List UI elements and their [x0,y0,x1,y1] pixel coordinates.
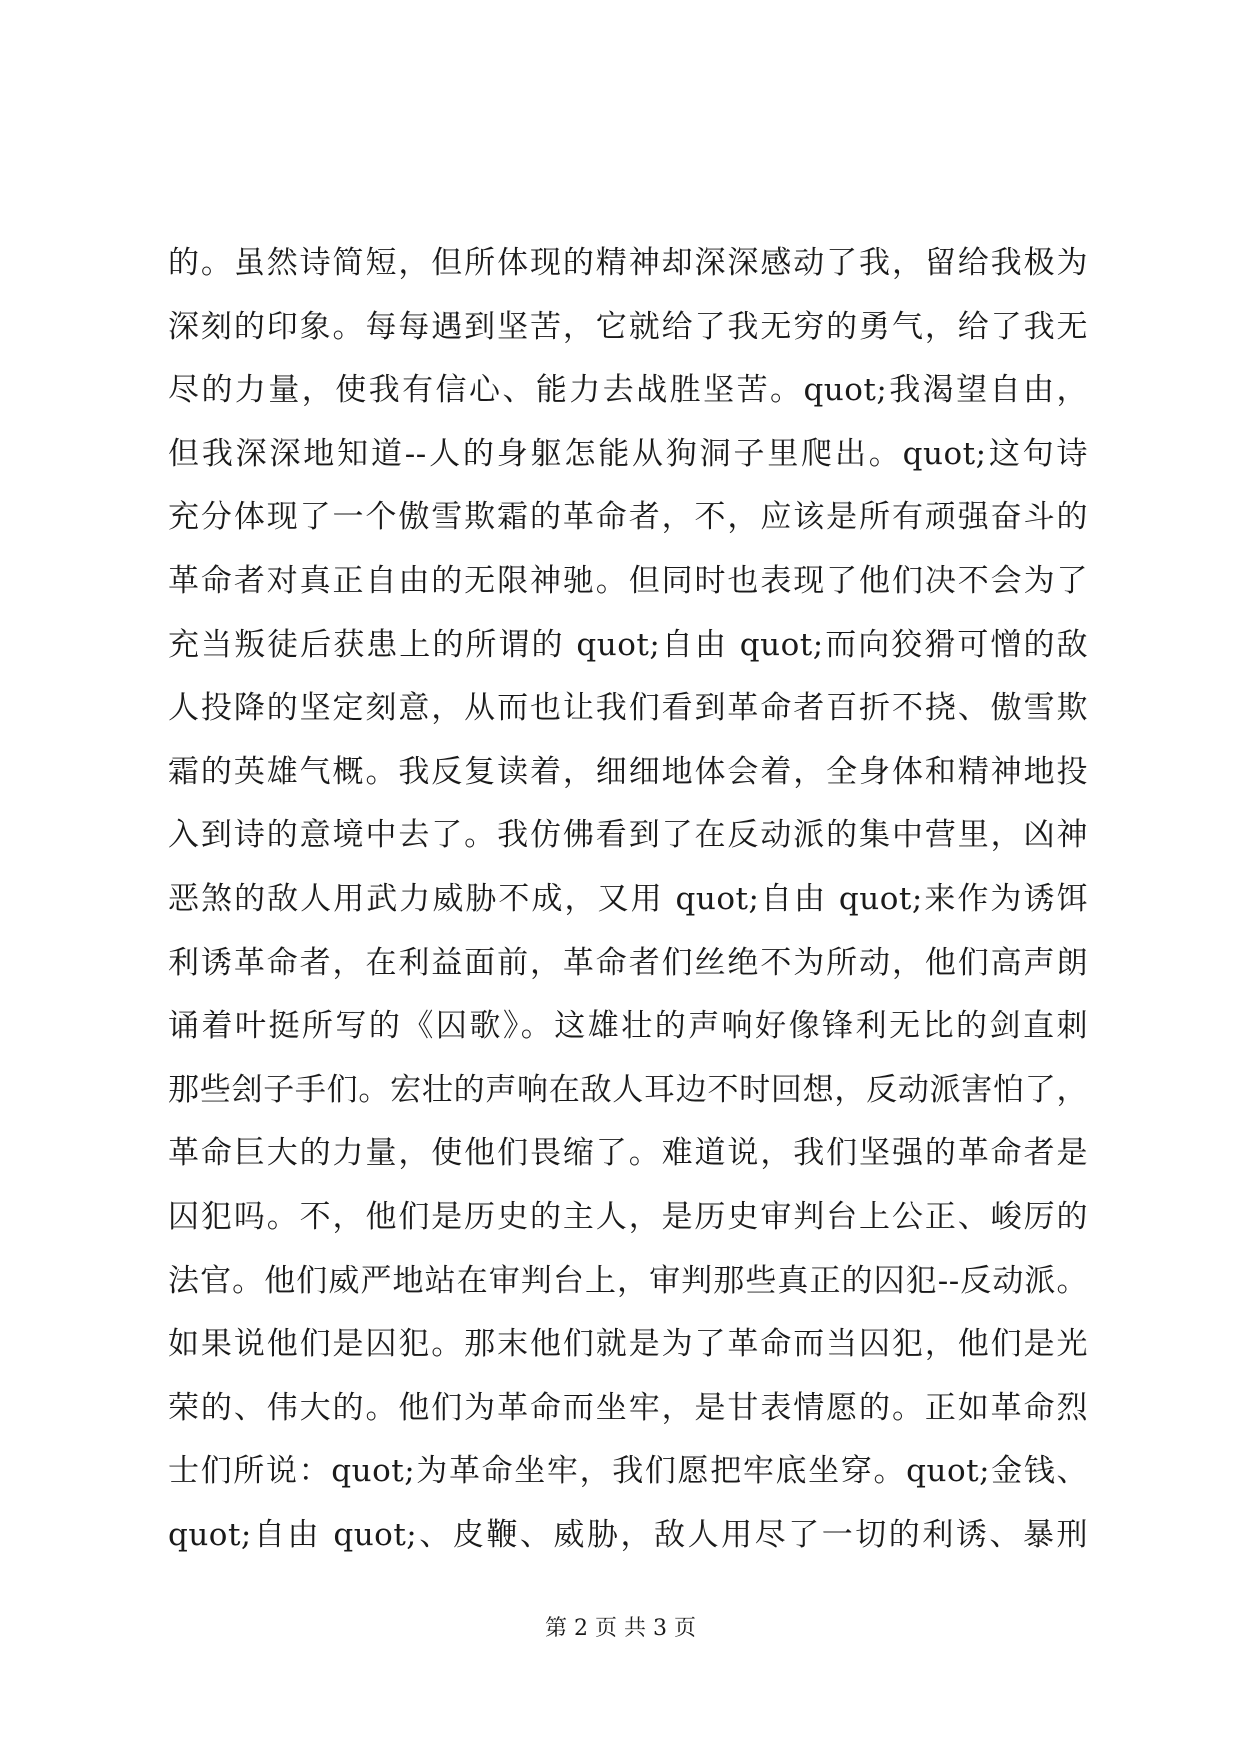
text-line: 利诱革命者，在利益面前，革命者们丝绝不为所动，他们高声朗 [168,944,1088,981]
text-line: 法官。他们威严地站在审判台上，审判那些真正的囚犯--反动派。 [168,1262,1088,1299]
text-line: 深刻的印象。每每遇到坚苦，它就给了我无穷的勇气，给了我无 [168,308,1088,345]
text-line: quot;自由 quot;、皮鞭、威胁，敌人用尽了一切的利诱、暴刑 [168,1516,1088,1553]
text-line: 恶煞的敌人用武力威胁不成，又用 quot;自由 quot;来作为诱饵 [168,880,1088,917]
text-line: 尽的力量，使我有信心、能力去战胜坚苦。quot;我渴望自由， [168,372,1088,409]
text-line: 充分体现了一个傲雪欺霜的革命者，不，应该是所有顽强奋斗的 [168,499,1088,536]
text-line: 的。虽然诗简短，但所体现的精神却深深感动了我，留给我极为 [168,245,1088,281]
page-number-footer: 第 2 页 共 3 页 [545,1616,696,1641]
text-line: 如果说他们是囚犯。那末他们就是为了革命而当囚犯，他们是光 [168,1326,1088,1363]
text-line: 革命巨大的力量，使他们畏缩了。难道说，我们坚强的革命者是 [168,1135,1088,1172]
text-line: 革命者对真正自由的无限神驰。但同时也表现了他们决不会为了 [168,562,1088,599]
text-line: 士们所说：quot;为革命坐牢，我们愿把牢底坐穿。quot;金钱、 [168,1453,1088,1490]
text-line: 那些刽子手们。宏壮的声响在敌人耳边不时回想，反动派害怕了， [168,1071,1088,1108]
text-line: 但我深深地知道--人的身躯怎能从狗洞子里爬出。quot;这句诗 [168,435,1088,472]
text-line: 充当叛徒后获患上的所谓的 quot;自由 quot;而向狡猾可憎的敌 [168,626,1088,663]
text-line: 囚犯吗。不，他们是历史的主人，是历史审判台上公正、峻厉的 [168,1198,1088,1235]
text-line: 诵着叶挺所写的《囚歌》。这雄壮的声响好像锋利无比的剑直刺 [168,1008,1088,1045]
text-line: 荣的、伟大的。他们为革命而坐牢，是甘表情愿的。正如革命烈 [168,1389,1088,1426]
text-line: 入到诗的意境中去了。我仿佛看到了在反动派的集中营里，凶神 [168,817,1088,854]
body-text [168,232,1088,1567]
text-line: 霜的英雄气概。我反复读着，细细地体会着，全身体和精神地投 [168,753,1088,790]
text-line: 人投降的坚定刻意，从而也让我们看到革命者百折不挠、傲雪欺 [168,690,1088,727]
